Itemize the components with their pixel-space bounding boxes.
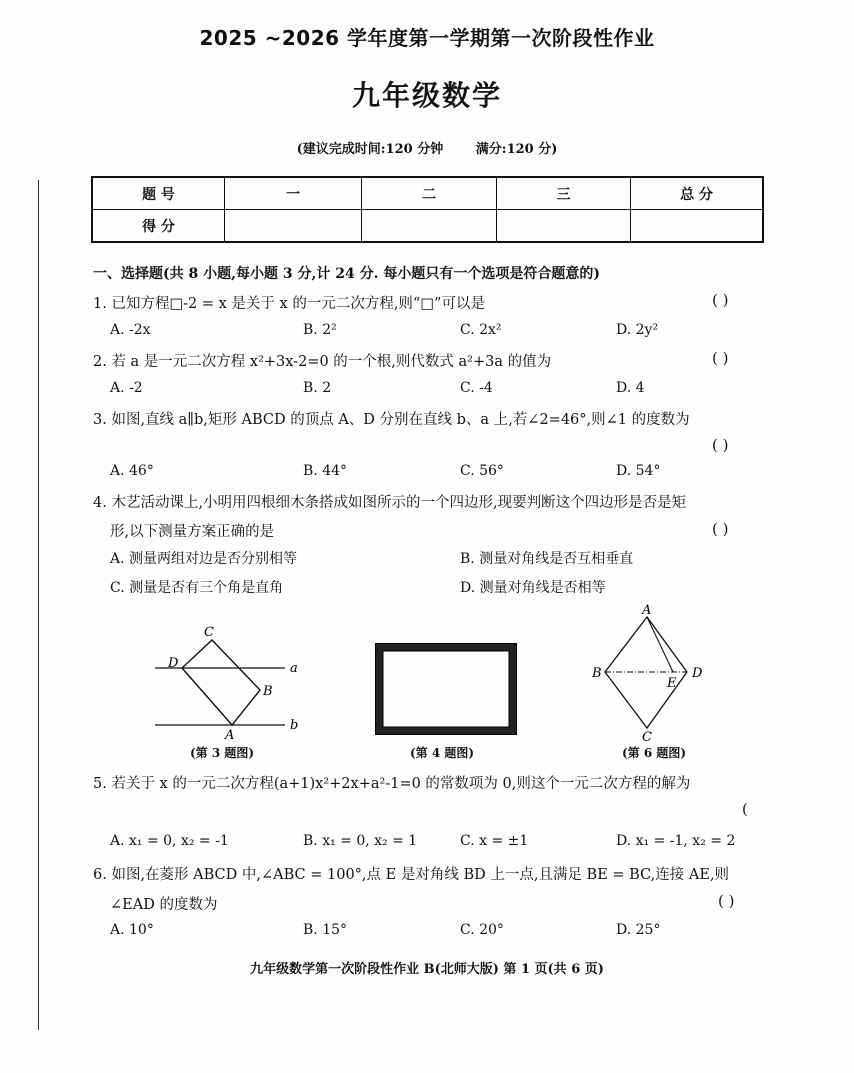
figure-6-caption: (第 6 题图) xyxy=(622,746,687,760)
label-A: A xyxy=(225,728,235,743)
score-table-cell: 总 分 xyxy=(631,177,764,210)
option: B. 测量对角线是否互相垂直 xyxy=(460,551,634,567)
option: A. -2x xyxy=(110,322,151,338)
exam-title: 2025 ~2026 学年度第一学期第一次阶段性作业 xyxy=(199,26,655,50)
figure-6 xyxy=(585,600,715,745)
option: C. x = ±1 xyxy=(460,833,529,849)
score-note: 满分:120 分) xyxy=(475,142,558,157)
score-input-cell xyxy=(631,210,764,243)
score-input-cell xyxy=(362,210,497,243)
option: A. x₁ = 0, x₂ = -1 xyxy=(110,833,229,849)
question-6-stem-cont: ∠EAD 的度数为 xyxy=(110,897,218,913)
score-input-cell xyxy=(225,210,362,243)
option: A. 测量两组对边是否分别相等 xyxy=(110,551,298,567)
figure-4-caption: (第 4 题图) xyxy=(410,746,475,760)
label-B: B xyxy=(263,684,273,699)
answer-paren: ( ) xyxy=(712,520,729,538)
label-E: E xyxy=(667,676,677,691)
option: C. 56° xyxy=(460,463,504,479)
section-heading: 一、选择题(共 8 小题,每小题 3 分,计 24 分. 每小题只有一个选项是符合题意的) xyxy=(93,266,600,282)
label-C: C xyxy=(204,625,214,640)
option: D. 4 xyxy=(616,380,645,396)
answer-paren: ( ) xyxy=(712,291,729,309)
score-table xyxy=(91,176,764,243)
option: B. x₁ = 0, x₂ = 1 xyxy=(303,833,418,849)
option: D. x₁ = -1, x₂ = 2 xyxy=(616,833,736,849)
figure-3-caption: (第 3 题图) xyxy=(190,746,255,760)
option: B. 44° xyxy=(303,463,348,479)
label-B: B xyxy=(592,666,602,681)
wooden-frame xyxy=(379,647,513,731)
score-table-cell: 二 xyxy=(362,177,497,210)
option: D. 25° xyxy=(616,922,661,938)
question-2-stem: 2. 若 a 是一元二次方程 x²+3x-2=0 的一个根,则代数式 a²+3a 的值为 xyxy=(93,354,552,370)
question-6-stem: 6. 如图,在菱形 ABCD 中,∠ABC = 100°,点 E 是对角线 BD 上一点,且满足 BE = BC,连接 AE,则 xyxy=(93,867,730,883)
answer-paren: ( xyxy=(742,800,748,818)
option: C. 2x² xyxy=(460,322,502,338)
figure-4 xyxy=(375,643,517,735)
question-4-stem: 4. 木艺活动课上,小明用四根细木条搭成如图所示的一个四边形,现要判断这个四边形是否是矩 xyxy=(93,495,687,511)
subject-title: 九年级数学 xyxy=(351,79,502,112)
option: B. 15° xyxy=(303,922,348,938)
option: A. 10° xyxy=(110,922,154,938)
answer-paren: ( ) xyxy=(712,349,729,367)
option: D. 2y² xyxy=(616,322,659,338)
binding-line xyxy=(38,180,39,1030)
label-D: D xyxy=(692,666,703,681)
option: B. 2² xyxy=(303,322,337,338)
figure-3 xyxy=(150,615,310,745)
option: A. -2 xyxy=(110,380,143,396)
score-table-score-row xyxy=(92,210,763,243)
rectangle-abcd xyxy=(182,640,260,725)
score-table-header-row xyxy=(92,177,763,210)
score-table-cell: 一 xyxy=(225,177,362,210)
score-table-cell: 得 分 xyxy=(92,210,225,243)
question-1-stem: 1. 已知方程□-2 = x 是关于 x 的一元二次方程,则“□”可以是 xyxy=(93,296,485,312)
exam-info xyxy=(0,138,854,157)
time-note: (建议完成时间:120 分钟 xyxy=(296,142,444,157)
option: C. 20° xyxy=(460,922,504,938)
answer-paren: ( ) xyxy=(718,892,735,910)
answer-paren: ( ) xyxy=(712,436,729,454)
option: A. 46° xyxy=(110,463,154,479)
option: B. 2 xyxy=(303,380,332,396)
score-table-cell: 三 xyxy=(497,177,631,210)
label-A: A xyxy=(642,603,652,618)
question-3-stem: 3. 如图,直线 a∥b,矩形 ABCD 的顶点 A、D 分别在直线 b、a 上,若∠2=46°,则∠1 的度数为 xyxy=(93,412,690,428)
option: C. 测量是否有三个角是直角 xyxy=(110,580,284,596)
score-input-cell xyxy=(497,210,631,243)
label-D: D xyxy=(168,656,179,671)
label-C: C xyxy=(642,730,652,745)
page-footer: 九年级数学第一次阶段性作业 B(北师大版) 第 1 页(共 6 页) xyxy=(250,962,604,977)
option: C. -4 xyxy=(460,380,493,396)
score-table-cell: 题 号 xyxy=(92,177,225,210)
option: D. 测量对角线是否相等 xyxy=(460,580,606,596)
option: D. 54° xyxy=(616,463,661,479)
question-4-stem-cont: 形,以下测量方案正确的是 xyxy=(110,524,275,540)
segment-ae xyxy=(647,617,673,672)
label-b: b xyxy=(290,718,299,733)
question-5-stem: 5. 若关于 x 的一元二次方程(a+1)x²+2x+a²-1=0 的常数项为 0,则这个一元二次方程的解为 xyxy=(93,776,691,792)
label-a: a xyxy=(290,661,298,676)
